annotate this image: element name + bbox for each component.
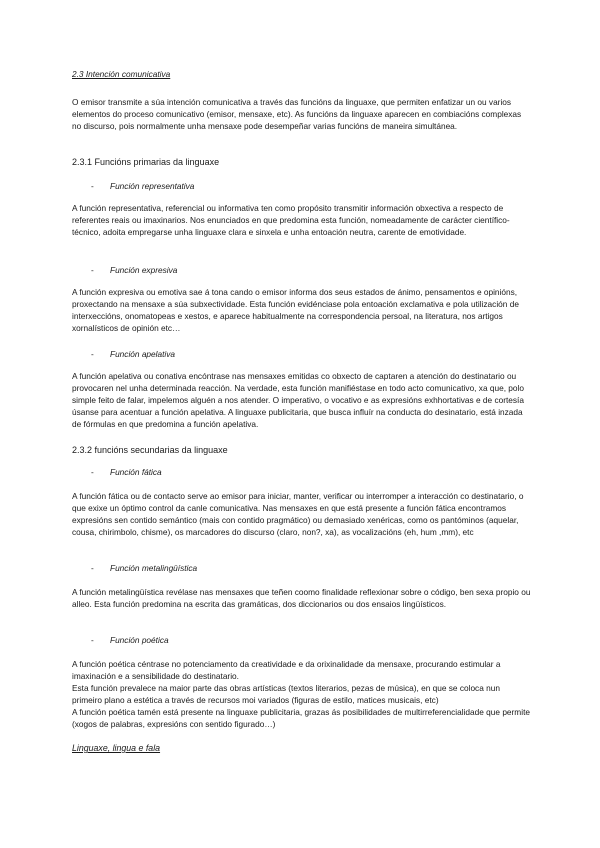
bullet-expresiva bbox=[72, 264, 551, 276]
label-metalinguistica: Función metalingüística bbox=[110, 563, 198, 573]
intro-paragraph: O emisor transmite a súa intención comunicativa a través das funcións da linguaxe, que permiten enfatizar un ou varios elementos do proceso comunicativo (emisor, mensaxe, etc). As funcións da linguaxe aparecen en combiacións complexas no discurso, pois normalmente unha mensaxe pode desempeñar varias funcións de maneira simultánea. bbox=[72, 97, 522, 131]
label-apelativa: Función apelativa bbox=[110, 349, 176, 359]
bullet-dash: - bbox=[91, 181, 94, 191]
label-expresiva: Función expresiva bbox=[110, 265, 178, 275]
label-representativa: Función representativa bbox=[110, 181, 195, 191]
paragraph-fatica: A función fática ou de contacto serve ao emisor para iniciar, manter, verificar ou interromper a interacción co destinatario, o que exixe un óptimo control da canle comunicativa. Nas mensaxes en que está presente a función fática encontramos expresións sen contido semántico (mais con contido pragmático) ou demasiado xenéricas, como os pantóminos (aquelar, cousa, chirimbolo, chisme), os marcadores do discurso (claro, non?, xa), as vocalizacións (eh, hum ,mm), etc bbox=[72, 491, 524, 537]
final-heading: Linguaxe, lingua e fala bbox=[72, 743, 161, 753]
primary-functions-heading: 2.3.1 Funcións primarias da linguaxe bbox=[72, 157, 220, 167]
bullet-representativa bbox=[72, 180, 551, 192]
section-title: 2.3 Intención comunicativa bbox=[72, 69, 171, 79]
poetica-line-3: A función poética tamén está presente na linguaxe publicitaria, grazas ás posibilidades de multirreferencialidade que permite (xogos de palabras, expresións con sentido figurado…) bbox=[72, 707, 530, 729]
paragraph-representativa: A función representativa, referencial ou informativa ten como propósito transmitir información obxectiva a respecto de referentes reais ou imaxinarios. Nos enunciados en que predomina esta función, nomeadamente de carácter científico-técnico, adoita empregarse unha linguaxe clara e sinxela e unha entoación neutra, carente de emotividade. bbox=[72, 203, 510, 237]
bullet-poetica bbox=[72, 634, 551, 646]
poetica-line-2: Esta función prevalece na maior parte das obras artísticas (textos literarios, pezas de música), en que se coloca nun primeiro plano a estética a través de recursos moi variados (figuras de estilo, matices musicais, etc) bbox=[72, 683, 500, 705]
bullet-dash: - bbox=[91, 349, 94, 359]
label-poetica: Función poética bbox=[110, 635, 169, 645]
paragraph-apelativa: A función apelativa ou conativa encóntrase nas mensaxes emitidas co obxecto de captaren a atención do destinatario ou provocaren nel unha determinada reacción. Na verdade, esta función manifiéstase en todo acto comunicativo, xa que, polo simple feito de falar, impelemos alguén a nos atender. O imperativo, o vocativo e as expresións exhhortativas e de cortesía úsanse para acentuar a función apelativa. A linguaxe publicitaria, que busca influír na conducta do desinatario, está inzada de fórmulas en que predomina a función apelativa. bbox=[72, 371, 524, 429]
bullet-dash: - bbox=[91, 265, 94, 275]
bullet-dash: - bbox=[91, 467, 94, 477]
bullet-dash: - bbox=[91, 563, 94, 573]
bullet-metalinguistica bbox=[72, 562, 551, 574]
bullet-apelativa bbox=[72, 348, 551, 360]
paragraph-poetica bbox=[72, 658, 532, 730]
bullet-dash: - bbox=[91, 635, 94, 645]
paragraph-metalinguistica: A función metalingüística revélase nas mensaxes que teñen coomo finalidade reflexionar sobre o código, ben sexa propio ou alleo. Esta función predomina na escrita das gramáticas, dos diccionarios ou dos ensaios lingüísticos. bbox=[72, 587, 531, 609]
label-fatica: Función fática bbox=[110, 467, 162, 477]
paragraph-expresiva: A función expresiva ou emotiva sae á tona cando o emisor informa dos seus estados de ánimo, pensamentos e opinións, proxectando na mensaxe a súa subxectividade. Esta función evidénciase pola entoación exclamativa e pola utilización de interxeccións, onomatopeas e xestos, e aparece habitualmente na correspondencia persoal, na literatura, nos artigos xornalísticos de opinión etc… bbox=[72, 287, 519, 333]
secondary-functions-heading: 2.3.2 funcións secundarias da linguaxe bbox=[72, 445, 228, 455]
poetica-line-1: A función poética céntrase no potenciamento da creatividade e da orixinalidade da mensaxe, procurando estimular a imaxinación e a sensibilidade do destinatario. bbox=[72, 659, 501, 681]
bullet-fatica bbox=[72, 466, 551, 478]
